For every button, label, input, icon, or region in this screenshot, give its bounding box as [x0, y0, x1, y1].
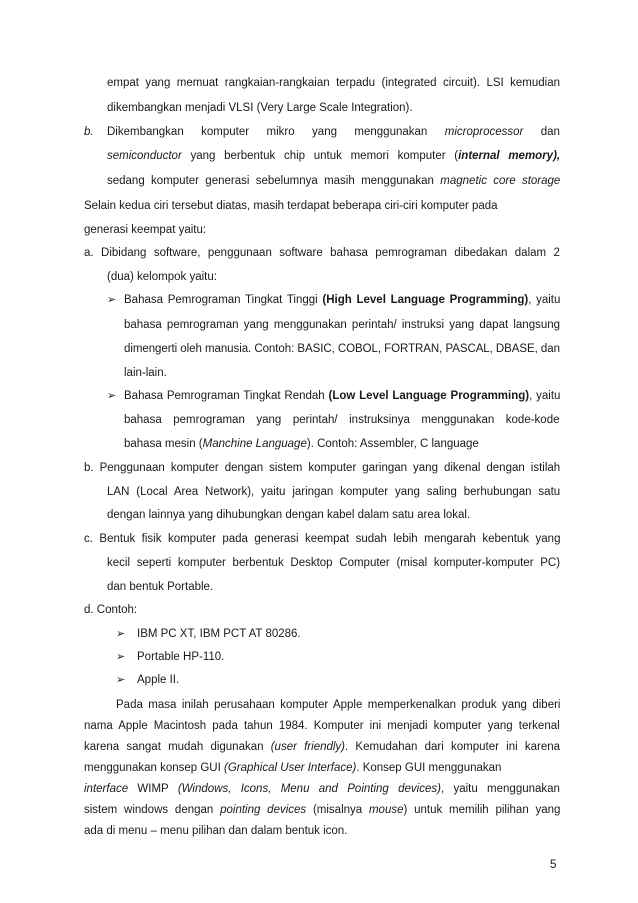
word: Dikembangkan: [107, 126, 184, 138]
text-line: dan bentuk Portable.: [107, 581, 214, 593]
italic-term: (user friendly): [270, 741, 346, 753]
text-line: empat yang memuat rangkaian-rangkaian terpadu (integrated circuit). LSI kemudian: [107, 77, 561, 89]
text-line: Selain kedua ciri tersebut diatas, masih terdapat beberapa ciri-ciri komputer pada: [84, 200, 498, 212]
text-line: (dua) kelompok yaitu:: [107, 271, 217, 283]
text-line: dengan lainnya yang dihubungkan dengan kabel dalam satu area lokal.: [107, 509, 471, 521]
italic-term: pointing devices: [220, 804, 307, 816]
word-italic: microprocessor: [444, 126, 524, 138]
text-line: bahasa mesin (Manchine Language). Contoh: Assembler, C language: [124, 438, 479, 450]
text-line: IBM PC XT, IBM PCT AT 80286.: [137, 628, 301, 640]
text-line: karena sangat mudah digunakan (user friendly). Kemudahan dari komputer ini karena: [84, 741, 561, 753]
arrow-bullet-icon: ➢: [116, 674, 126, 686]
italic-term: semiconductor: [107, 150, 182, 162]
text-line: Apple II.: [137, 674, 180, 686]
bold-italic-term: internal memory),: [458, 150, 561, 162]
text-line: sistem windows dengan pointing devices (misalnya mouse) untuk memilih pilihan yang: [84, 804, 561, 816]
word: komputer: [201, 126, 250, 138]
text-line: Portable HP-110.: [137, 651, 225, 663]
arrow-bullet-icon: ➢: [107, 390, 117, 402]
word: mikro: [266, 126, 295, 138]
italic-term: mouse: [368, 804, 404, 816]
text-line: Pada masa inilah perusahaan komputer Apple memperkenalkan produk yang diberi: [116, 699, 561, 711]
text-line: nama Apple Macintosh pada tahun 1984. Komputer ini menjadi komputer yang terkenal: [84, 720, 560, 732]
list-marker-b-italic: b.: [84, 126, 94, 138]
italic-term: Manchine Language: [202, 438, 307, 450]
text-line: ada di menu – menu pilihan dan dalam bentuk icon.: [84, 825, 348, 837]
text-line: Bahasa Pemrograman Tingkat Tinggi (High Level Language Programming), yaitu: [124, 294, 561, 306]
text-line: semiconductor yang berbentuk chip untuk memori komputer (internal memory),: [107, 150, 561, 162]
text-line: a. Dibidang software, penggunaan software bahasa pemrograman dibedakan dalam 2: [84, 247, 560, 259]
text-line: dimengerti oleh manusia. Contoh: BASIC, COBOL, FORTRAN, PASCAL, DBASE, dan: [124, 343, 560, 355]
word: dan: [540, 126, 560, 138]
text-line: b. Penggunaan komputer dengan sistem komputer garingan yang dikenal dengan istilah: [84, 462, 561, 474]
text-line: LAN (Local Area Network), yaitu jaringan komputer yang saling berhubungan satu: [107, 486, 561, 498]
text-line: bahasa pemrograman yang menggunakan perintah/ instruksi yang dapat langsung: [124, 319, 561, 331]
page-number: 5: [550, 859, 557, 871]
text-line: dikembangkan menjadi VLSI (Very Large Scale Integration).: [107, 102, 413, 114]
text-line: menggunakan konsep GUI (Graphical User Interface). Konsep GUI menggunakan: [84, 762, 502, 774]
italic-term: interface: [84, 783, 129, 795]
text-line: interface WIMP (Windows, Icons, Menu and Pointing devices), yaitu menggunakan: [84, 783, 560, 795]
text-line: c. Bentuk fisik komputer pada generasi keempat sudah lebih mengarah kebentuk yang: [84, 533, 561, 545]
text-line: generasi keempat yaitu:: [84, 224, 207, 236]
italic-term: (Graphical User Interface): [224, 762, 357, 774]
text-line: bahasa pemrograman yang perintah/ instruksinya menggunakan kode-kode: [124, 414, 560, 426]
bold-term: (High Level Language Programming): [322, 294, 529, 306]
word: menggunakan: [354, 126, 428, 138]
text-line: kecil seperti komputer berbentuk Desktop Computer (misal komputer-komputer PC): [107, 557, 561, 569]
italic-term: magnetic core storage: [440, 175, 561, 187]
arrow-bullet-icon: ➢: [116, 628, 126, 640]
arrow-bullet-icon: ➢: [116, 651, 126, 663]
text-line: d. Contoh:: [84, 604, 138, 616]
text-line-justified: [107, 125, 560, 139]
text-line: Bahasa Pemrograman Tingkat Rendah (Low Level Language Programming), yaitu: [124, 390, 561, 402]
word: yang: [312, 126, 337, 138]
arrow-bullet-icon: ➢: [107, 294, 117, 306]
text-line: sedang komputer generasi sebelumnya masih menggunakan magnetic core storage: [107, 175, 561, 187]
text-line: lain-lain.: [124, 367, 167, 379]
italic-term: (Windows, Icons, Menu and Pointing devices): [177, 783, 441, 795]
bold-term: (Low Level Language Programming): [328, 390, 530, 402]
